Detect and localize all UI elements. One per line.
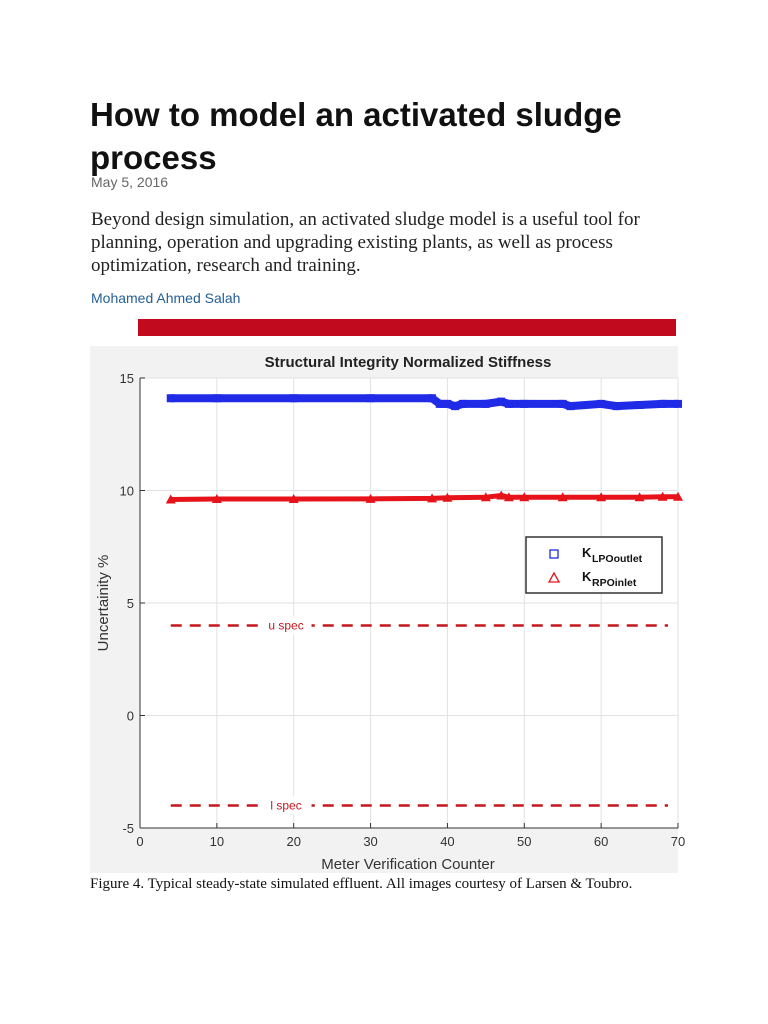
figure-chart	[90, 346, 686, 873]
series-point	[659, 400, 667, 408]
spec-label: u spec	[268, 618, 304, 633]
article-title: How to model an activated sludge process	[90, 96, 622, 176]
series-point	[497, 398, 505, 406]
y-axis-label: Uncertainity %	[95, 554, 112, 652]
legend-label-sub: LPOoutlet	[592, 553, 643, 565]
x-tick-label: 30	[363, 834, 378, 849]
series-point	[674, 400, 682, 408]
spec-label: l spec	[270, 798, 302, 813]
x-tick-label: 50	[517, 834, 532, 849]
figure-caption: Figure 4. Typical steady-state simulated effluent. All images courtesy of Larsen & Toubro.	[90, 876, 633, 892]
x-tick-label: 70	[670, 834, 686, 849]
legend	[526, 537, 662, 593]
series-point	[597, 400, 605, 408]
series-point	[559, 400, 567, 408]
series-point	[213, 394, 221, 402]
publish-date: May 5, 2016	[91, 174, 169, 190]
accent-bar	[138, 319, 676, 336]
series-point	[520, 400, 528, 408]
chart-title: Structural Integrity Normalized Stiffness	[264, 354, 552, 371]
x-axis-label: Meter Verification Counter	[321, 856, 495, 873]
legend-label-base: K	[582, 569, 592, 584]
x-tick-label: 10	[209, 834, 225, 849]
series-point	[443, 400, 451, 408]
x-tick-label: 40	[440, 834, 455, 849]
x-tick-label: 0	[136, 834, 144, 849]
legend-label-sub: RPOinlet	[592, 577, 637, 589]
series-point	[436, 400, 444, 408]
series-point	[505, 400, 513, 408]
series-point	[428, 394, 436, 402]
author-link[interactable]: Mohamed Ahmed Salah	[91, 290, 241, 306]
article-summary: Beyond design simulation, an activated sludge model is a useful tool for planning, operation and upgrading existing plants, as well as process optimization, research and training.	[91, 209, 640, 276]
x-tick-label: 60	[593, 834, 609, 849]
series-point	[566, 402, 574, 410]
stiffness-chart	[90, 346, 686, 873]
y-tick-label: 10	[119, 483, 134, 499]
series-point	[451, 402, 459, 410]
y-tick-label: 15	[119, 371, 134, 386]
series-point	[636, 401, 644, 409]
series-point	[367, 394, 375, 402]
y-tick-label: 0	[126, 708, 134, 724]
x-tick-label: 20	[286, 834, 301, 849]
series-point	[167, 394, 175, 402]
legend-label-base: K	[582, 545, 592, 560]
series-point	[613, 402, 621, 410]
series-point	[482, 400, 490, 408]
series-point	[290, 394, 298, 402]
y-tick-label: -5	[122, 821, 134, 836]
y-tick-label: 5	[126, 596, 134, 611]
series-point	[459, 400, 467, 408]
